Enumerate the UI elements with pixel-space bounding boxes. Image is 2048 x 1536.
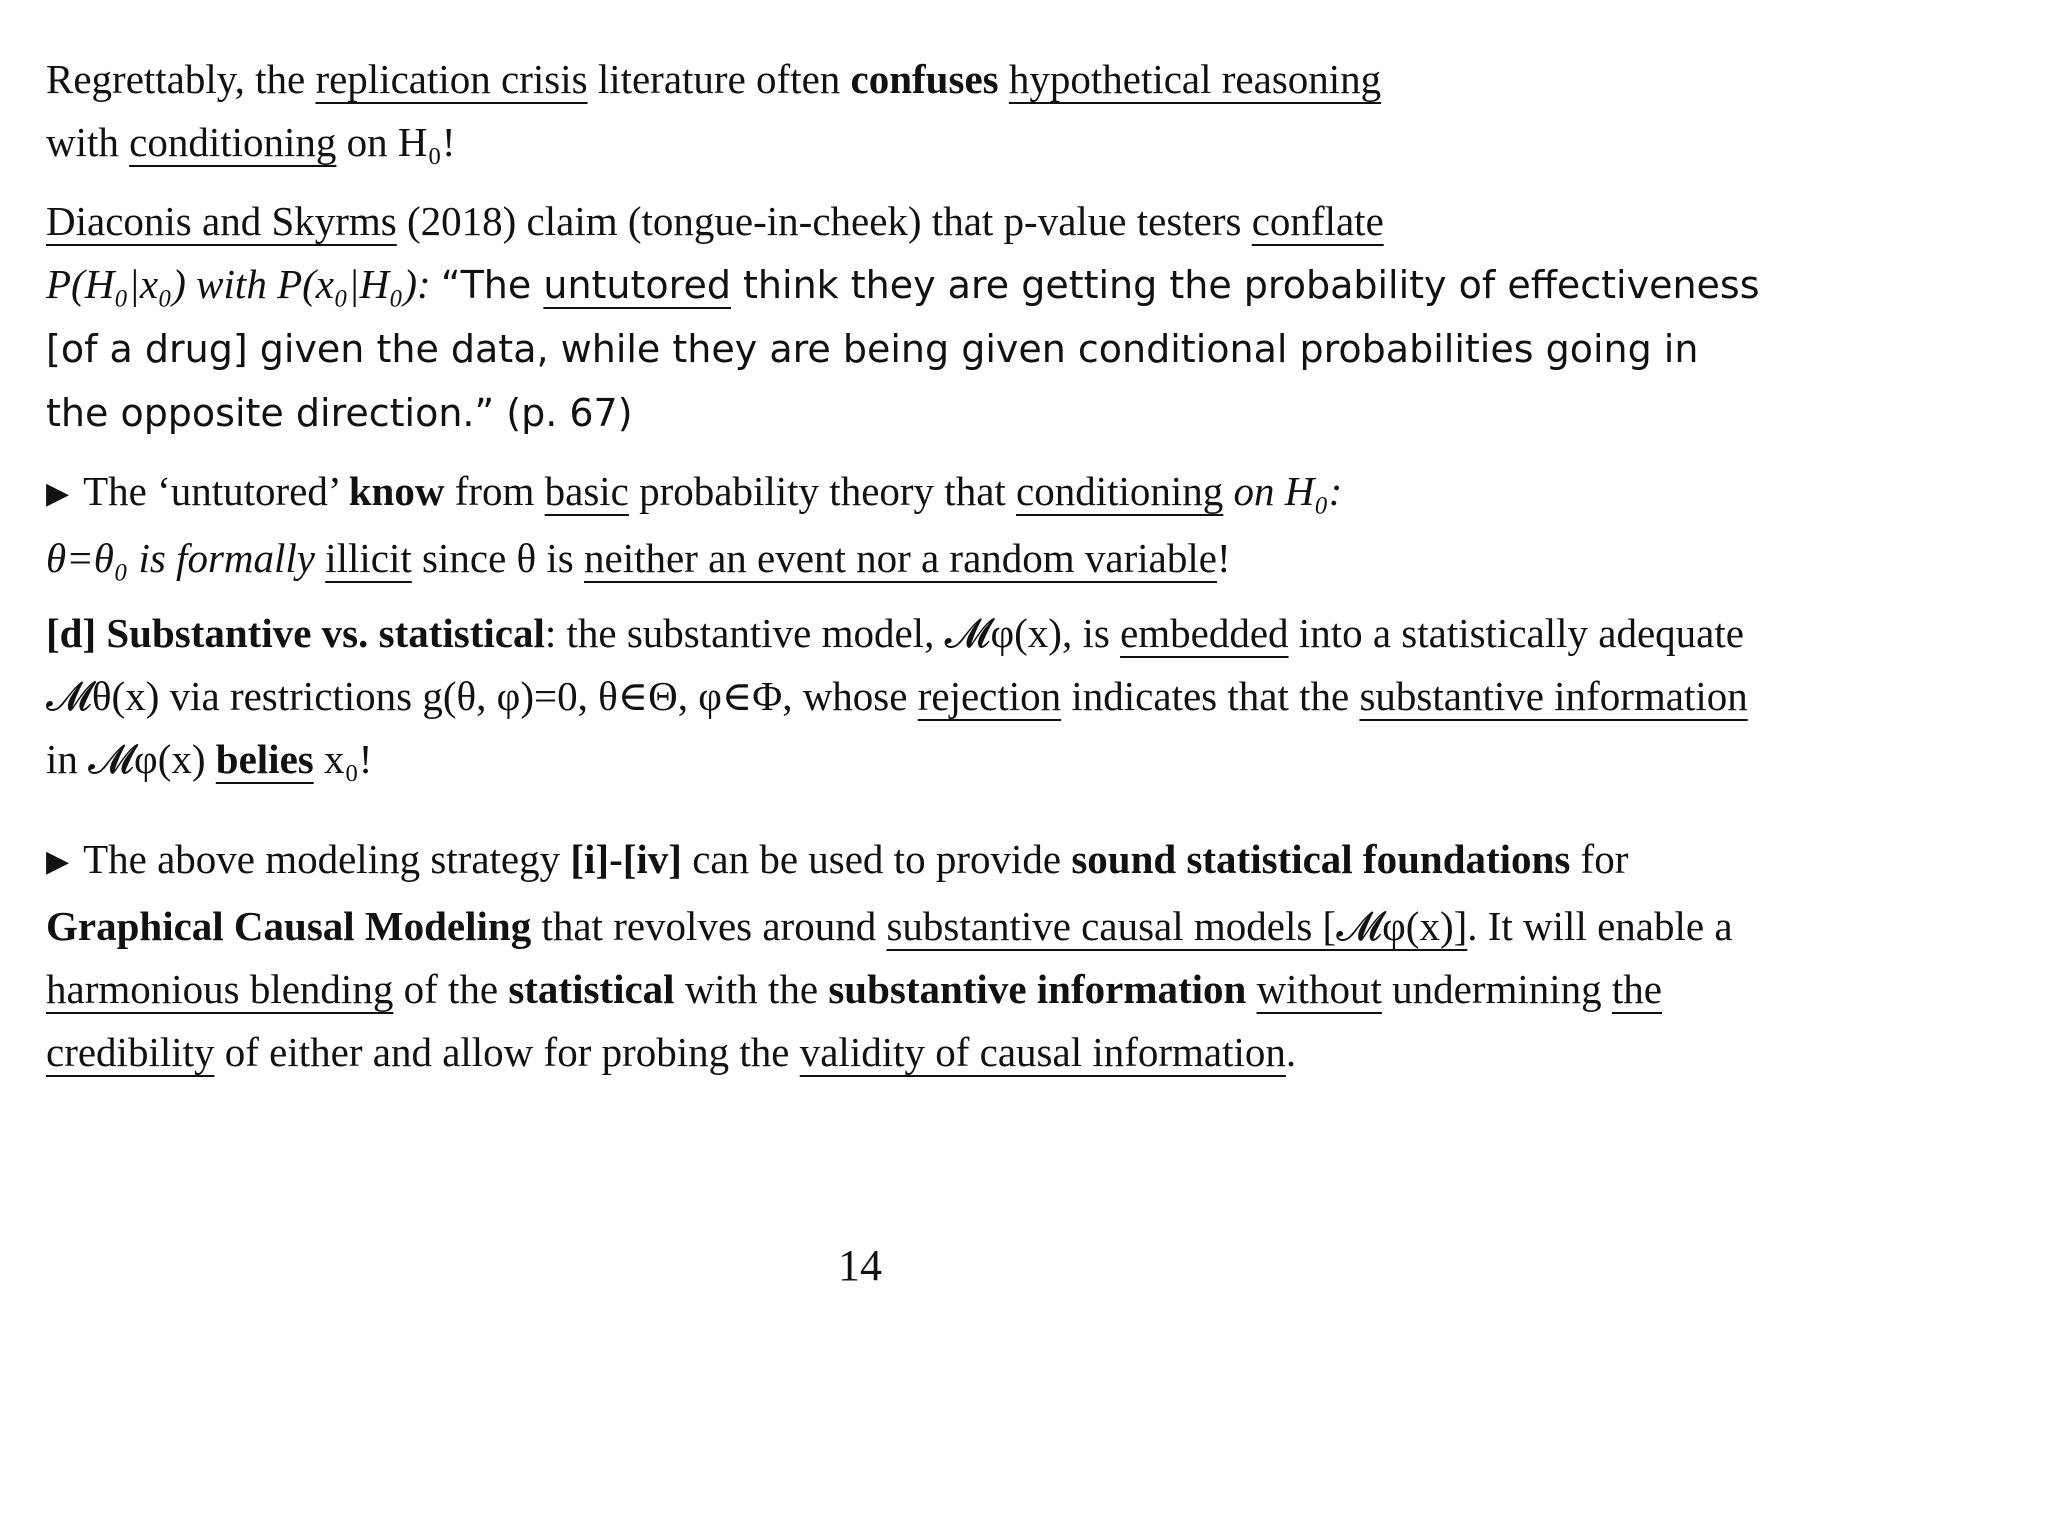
text: in 𝓜φ(x) xyxy=(46,736,216,782)
bold-term: substantive information xyxy=(828,966,1247,1012)
text: that revolves around xyxy=(531,903,887,949)
bullet-triangle-icon: ▶ xyxy=(46,845,70,878)
text xyxy=(1246,966,1256,1012)
text: probability theory that xyxy=(628,468,1017,514)
bold-underlined-term: belies xyxy=(215,736,314,782)
text: since θ is xyxy=(411,535,585,581)
bullet-triangle-icon: ▶ xyxy=(46,477,70,510)
underlined-term: substantive information xyxy=(1359,673,1748,719)
underlined-term: validity of causal information xyxy=(799,1029,1286,1075)
text: with xyxy=(46,119,130,165)
text: . It will enable a xyxy=(1467,903,1733,949)
text: indicates that the xyxy=(1061,673,1360,719)
citation: Diaconis and Skyrms xyxy=(46,198,397,244)
bold-term: confuses xyxy=(850,56,999,102)
text: The above modeling strategy xyxy=(83,836,571,882)
bullet-untutored xyxy=(46,460,1766,590)
paragraph-replication-crisis xyxy=(46,48,1766,174)
bold-term: Graphical Causal Modeling xyxy=(46,903,532,949)
text: x₀! xyxy=(313,736,373,782)
underlined-term: conditioning xyxy=(129,119,337,165)
text: Regrettably, the xyxy=(46,56,316,102)
text: literature often xyxy=(587,56,851,102)
text: ! xyxy=(1216,535,1231,581)
underlined-term: the credibility xyxy=(46,966,1662,1075)
underlined-term: conflate xyxy=(1251,198,1384,244)
text: of either and allow for probing the xyxy=(214,1029,800,1075)
text: undermining xyxy=(1381,966,1612,1012)
paragraph-substantive-vs-statistical xyxy=(46,602,1766,791)
underlined-term: rejection xyxy=(917,673,1062,719)
quote-text: “The xyxy=(440,263,544,307)
underlined-term: illicit xyxy=(325,535,412,581)
formula: P(H₀|x₀) with P(x₀|H₀): xyxy=(46,261,441,307)
bold-term: statistical xyxy=(508,966,675,1012)
formula: on H₀: xyxy=(1223,468,1343,514)
text: of the xyxy=(393,966,509,1012)
text: with the xyxy=(674,966,829,1012)
quote-text: think they are getting the probability of effectiveness [of a drug] given the data, while they are being given conditional probabilities going in the opposite direction.” (p. 67) xyxy=(46,263,1760,435)
text: The ‘untutored’ xyxy=(83,468,349,514)
text xyxy=(999,56,1009,102)
underlined-term: embedded xyxy=(1120,610,1289,656)
underlined-term: without xyxy=(1256,966,1382,1012)
bold-term: [i]-[iv] xyxy=(570,836,682,882)
text: on H₀! xyxy=(336,119,456,165)
text: for xyxy=(1570,836,1629,882)
text: . xyxy=(1285,1029,1297,1075)
text: into a statistically adequate 𝓜θ(x) via restrictions g(θ, φ)=0, θ∈Θ, φ∈Φ, whose xyxy=(46,610,1744,719)
underlined-term: substantive causal models [𝓜φ(x)] xyxy=(886,903,1468,949)
text: from xyxy=(444,468,545,514)
text: : the substantive model, 𝓜φ(x), is xyxy=(544,610,1121,656)
underlined-term: replication crisis xyxy=(315,56,588,102)
underlined-term: neither an event nor a random variable xyxy=(584,535,1217,581)
section-heading: [d] Substantive vs. statistical xyxy=(46,610,545,656)
underlined-term: basic xyxy=(544,468,629,514)
underlined-term: harmonious blending xyxy=(46,966,394,1012)
underlined-term: hypothetical reasoning xyxy=(1008,56,1382,102)
text: (2018) claim (tongue-in-cheek) that p-value testers xyxy=(396,198,1252,244)
underlined-term: untutored xyxy=(543,263,731,307)
formula: θ=θ₀ is formally xyxy=(46,535,326,581)
text: can be used to provide xyxy=(681,836,1072,882)
bullet-modeling-strategy xyxy=(46,828,1766,1084)
paragraph-diaconis-skyrms xyxy=(46,190,1766,445)
bold-term: sound statistical foundations xyxy=(1071,836,1571,882)
bold-term: know xyxy=(348,468,445,514)
underlined-term: conditioning xyxy=(1016,468,1224,514)
page-number: 14 xyxy=(838,1241,882,1290)
